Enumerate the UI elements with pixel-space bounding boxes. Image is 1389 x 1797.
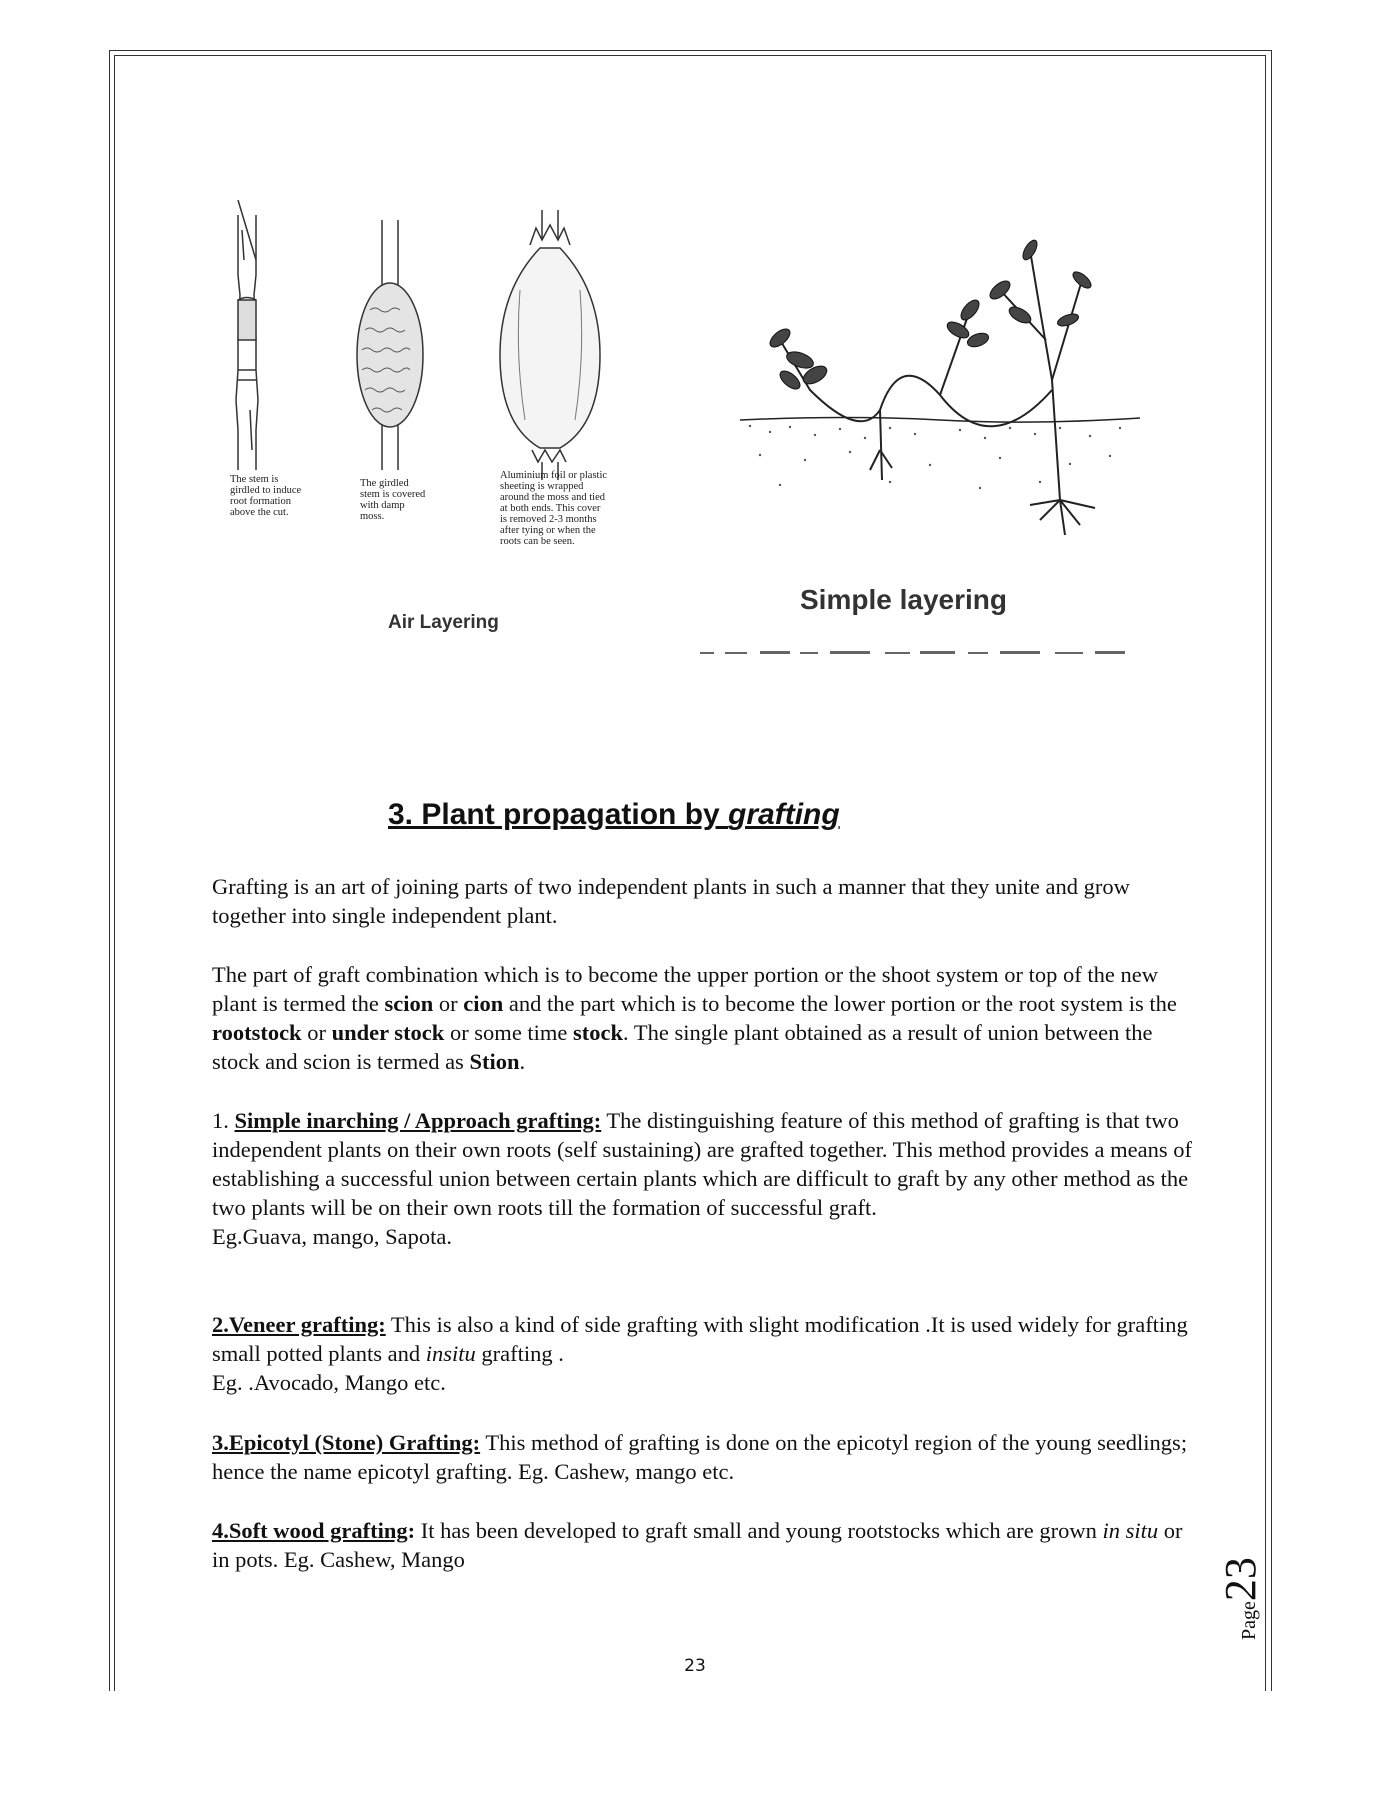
caption-line: The stem is (230, 474, 279, 485)
term-stock: stock (573, 1020, 624, 1045)
paragraph-scion-stock (212, 960, 1192, 1076)
italic-term: insitu (425, 1341, 476, 1366)
term-cion: cion (463, 991, 504, 1016)
caption-line: root formation (230, 496, 291, 507)
italic-term: in situ (1102, 1518, 1159, 1543)
side-page-label (1215, 1530, 1275, 1640)
caption-line: at both ends. This cover (500, 503, 601, 514)
method-label: 3.Epicotyl (Stone) Grafting: (212, 1430, 481, 1455)
paragraph-text: grafting . (475, 1341, 564, 1366)
paragraph-text: The distinguishing feature of this method of grafting is that two independent plants on their own roots (self sustaining) are grafted together. This method provides a means of establishing a successful union between certain plants which are difficult to graft by any other method as the two plants will be on their own roots till the formation of successful graft. (212, 1108, 1192, 1220)
caption-line: roots can be seen. (500, 536, 575, 547)
caption-line: The girdled (360, 478, 409, 489)
method-label: Simple inarching / Approach grafting: (234, 1108, 602, 1133)
paragraph-approach-grafting (212, 1106, 1192, 1251)
caption-line: moss. (360, 511, 385, 522)
caption-line: Aluminium foil or plastic (500, 470, 608, 481)
girdled-stem-drawing (236, 200, 258, 470)
paragraph-veneer-grafting (212, 1310, 1192, 1397)
method-label: 4.Soft wood grafting (212, 1518, 408, 1543)
label-colon: : (407, 1518, 416, 1543)
paragraph-text: or in pots. Eg. Cashew, Mango (212, 1518, 1183, 1572)
simple-layering-illustration (730, 220, 1150, 550)
example-text: Eg.Guava, mango, Sapota. (212, 1224, 452, 1249)
air-layering-caption-3 (500, 470, 607, 547)
term-scion: scion (384, 991, 434, 1016)
list-number: 1. (212, 1108, 235, 1133)
term-under-stock: under stock (331, 1020, 445, 1045)
example-text: Eg. .Avocado, Mango etc. (212, 1370, 446, 1395)
paragraph-intro (212, 872, 1192, 930)
caption-line: sheeting is wrapped (500, 481, 584, 492)
air-layering-caption-1 (230, 474, 301, 518)
caption-line: above the cut. (230, 507, 289, 518)
text: or (433, 991, 464, 1016)
caption-line: after tying or when the (500, 525, 596, 536)
simple-layering-title: Simple layering (800, 584, 1007, 615)
text: and the part which is to become the lower portion or the root system is the (503, 991, 1177, 1016)
text: or some time (444, 1020, 574, 1045)
section-heading (388, 798, 840, 832)
heading-text: 3. Plant propagation by (388, 798, 729, 831)
figures-area (200, 200, 1160, 670)
paragraph-text: This is also a kind of side grafting with slight modification .It is used widely for grafting small potted plants and (212, 1312, 1188, 1366)
text: . (519, 1049, 526, 1074)
air-layering-illustration (200, 200, 660, 620)
text: or (301, 1020, 332, 1045)
air-layering-caption-2 (360, 478, 425, 522)
paragraph-text: Grafting is an art of joining parts of two independent plants in such a manner that they unite and grow together into single independent plant. (212, 874, 1130, 928)
paragraph-softwood-grafting (212, 1516, 1192, 1574)
foil-wrapped-stem-drawing (500, 210, 600, 480)
caption-line: is removed 2-3 months (500, 514, 597, 525)
paragraph-text: It has been developed to graft small and young rootstocks which are grown (415, 1518, 1103, 1543)
side-page-word: Page (1238, 1601, 1260, 1640)
page-number: 23 (684, 1656, 706, 1676)
text: The part of graft combination which is to become the upper portion or the shoot system or top of the new plant is termed the (212, 962, 1159, 1016)
caption-line: around the moss and tied (500, 492, 605, 503)
paragraph-epicotyl-grafting (212, 1428, 1192, 1486)
air-layering-title: Air Layering (388, 612, 499, 633)
moss-covered-stem-drawing (357, 220, 423, 470)
paragraph-text: This method of grafting is done on the epicotyl region of the young seedlings; hence the name epicotyl grafting. Eg. Cashew, mango etc. (212, 1430, 1188, 1484)
caption-line: girdled to induce (230, 485, 302, 496)
term-rootstock: rootstock (212, 1020, 302, 1045)
caption-line: with damp (360, 500, 405, 511)
term-stion: Stion (469, 1049, 520, 1074)
text: . The single plant obtained as a result of union between the stock and scion is termed as (212, 1020, 1153, 1074)
method-label: 2.Veneer grafting: (212, 1312, 386, 1337)
cropped-text-fragment (700, 648, 1140, 658)
heading-italic-text: grafting (728, 798, 840, 831)
side-page-number: 23 (1216, 1557, 1265, 1602)
caption-line: stem is covered (360, 489, 426, 500)
